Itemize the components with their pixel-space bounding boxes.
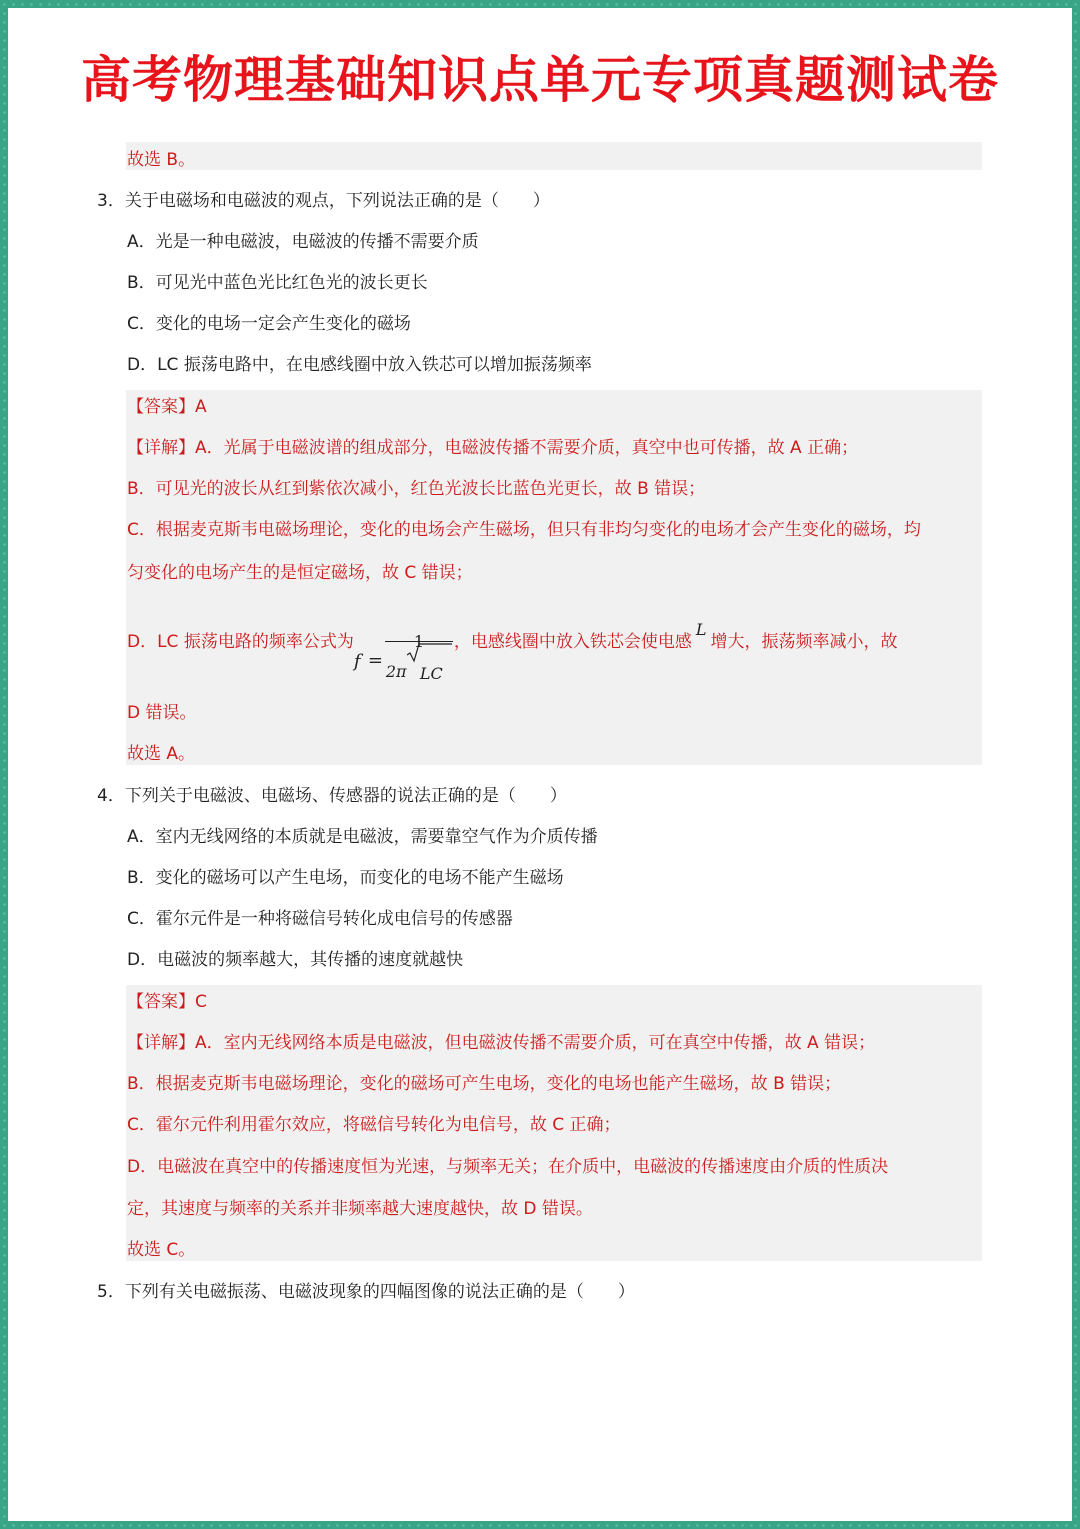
prev-choose: 故选 B。 bbox=[127, 150, 196, 170]
formula-equals: = bbox=[367, 650, 383, 671]
inductance-symbol: L bbox=[695, 620, 707, 639]
frequency-formula bbox=[353, 614, 454, 683]
formula-fraction-bar bbox=[385, 641, 453, 642]
q4-answer: 【答案】C bbox=[127, 992, 207, 1012]
formula-f: f bbox=[353, 651, 361, 672]
q4-detail-d1: D．电磁波在真空中的传播速度恒为光速，与频率无关；在介质中，电磁波的传播速度由介质的性质决 bbox=[127, 1157, 889, 1177]
formula-root-content: LC bbox=[419, 664, 443, 683]
q4-choose: 故选 C。 bbox=[127, 1240, 196, 1260]
q4-option-b: B．变化的磁场可以产生电场，而变化的电场不能产生磁场 bbox=[127, 868, 564, 888]
q4-detail-a: 【详解】A．室内无线网络本质是电磁波，但电磁波传播不需要介质，可在真空中传播，故 A 错误； bbox=[127, 1033, 876, 1053]
q4-detail-d2: 定，其速度与频率的关系并非频率越大速度越快，故 D 错误。 bbox=[127, 1199, 593, 1219]
q3-detail-d-part2: ，电感线圈中放入铁芯会使电感 bbox=[453, 632, 692, 652]
q3-detail-b: B．可见光的波长从红到紫依次减小，红色光波长比蓝色光更长，故 B 错误； bbox=[127, 479, 706, 499]
q4-option-a: A．室内无线网络的本质就是电磁波，需要靠空气作为介质传播 bbox=[127, 827, 598, 847]
q3-detail-d-tail: D 错误。 bbox=[127, 703, 197, 723]
page-title: 高考物理基础知识点单元专项真题测试卷 bbox=[81, 51, 999, 109]
q3-detail-c2: 匀变化的电场产生的是恒定磁场，故 C 错误； bbox=[127, 563, 473, 583]
q3-option-b: B．可见光中蓝色光比红色光的波长更长 bbox=[127, 273, 428, 293]
q3-answer: 【答案】A bbox=[127, 397, 207, 417]
q3-option-c: C．变化的电场一定会产生变化的磁场 bbox=[127, 314, 411, 334]
q4-detail-c: C．霍尔元件利用霍尔效应，将磁信号转化为电信号，故 C 正确； bbox=[127, 1115, 621, 1135]
q4-detail-b: B．根据麦克斯韦电磁场理论，变化的磁场可产生电场，变化的电场也能产生磁场，故 B 错误； bbox=[127, 1074, 842, 1094]
q3-detail-d-part3: 增大，振荡频率减小，故 bbox=[710, 632, 898, 652]
q3-detail-a: 【详解】A．光属于电磁波谱的组成部分，电磁波传播不需要介质，真空中也可传播，故 A 正确； bbox=[127, 438, 859, 458]
question-3-stem: 3．关于电磁场和电磁波的观点，下列说法正确的是（ ） bbox=[97, 191, 550, 211]
document-page bbox=[8, 8, 1072, 1521]
answer-box-prev bbox=[126, 142, 982, 170]
q3-option-a: A．光是一种电磁波，电磁波的传播不需要介质 bbox=[127, 232, 479, 252]
q3-detail-d bbox=[127, 614, 898, 683]
question-5-stem: 5．下列有关电磁振荡、电磁波现象的四幅图像的说法正确的是（ ） bbox=[97, 1282, 635, 1302]
q3-detail-d-part1: D．LC 振荡电路的频率公式为 bbox=[127, 632, 354, 652]
q4-option-d: D．电磁波的频率越大，其传播的速度就越快 bbox=[127, 950, 464, 970]
question-4-stem: 4．下列关于电磁波、电磁场、传感器的说法正确的是（ ） bbox=[97, 786, 567, 806]
q3-detail-c1: C．根据麦克斯韦电磁场理论，变化的电场会产生磁场，但只有非均匀变化的电场才会产生变化的磁场，均 bbox=[127, 520, 921, 540]
q3-choose: 故选 A。 bbox=[127, 744, 196, 764]
q4-option-c: C．霍尔元件是一种将磁信号转化成电信号的传感器 bbox=[127, 909, 513, 929]
q3-option-d: D．LC 振荡电路中，在电感线圈中放入铁芯可以增加振荡频率 bbox=[127, 355, 592, 375]
formula-denominator: 2π bbox=[385, 662, 407, 681]
